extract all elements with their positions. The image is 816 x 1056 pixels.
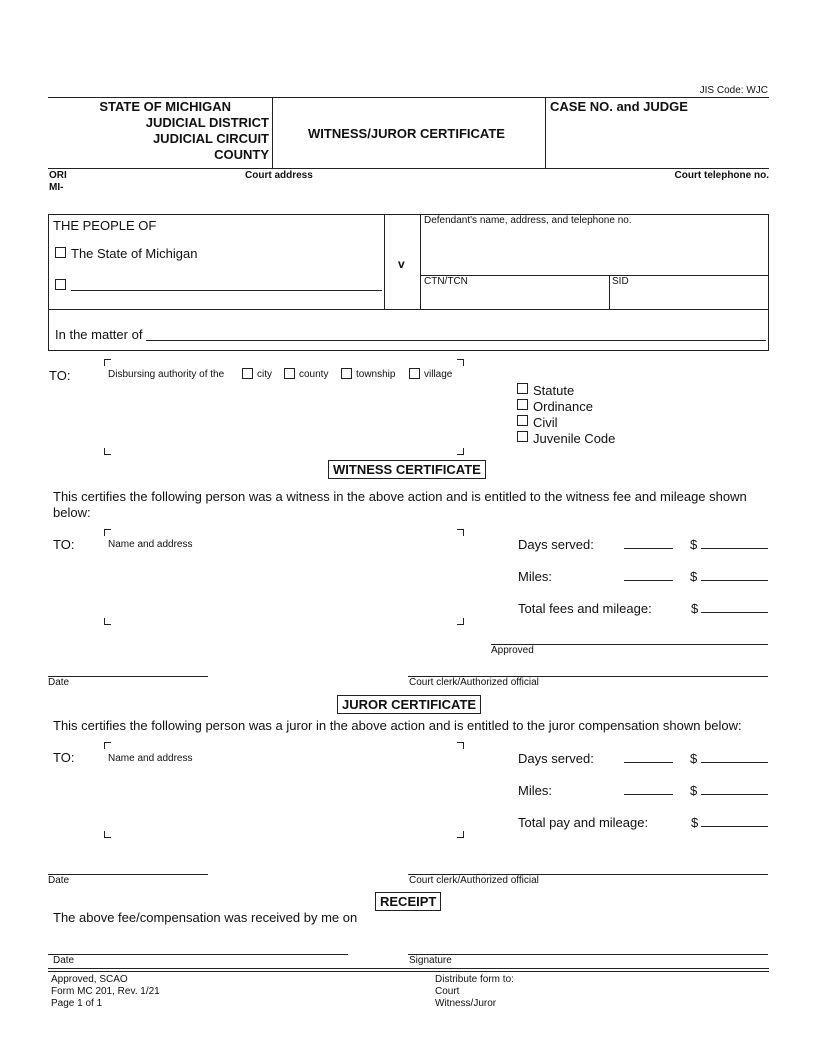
- sid-label: SID: [612, 276, 629, 287]
- juror-miles-amount-field[interactable]: [701, 794, 768, 795]
- witness-days-field[interactable]: [624, 548, 673, 549]
- juror-date-field[interactable]: [48, 874, 208, 875]
- witness-total-dollar: $: [691, 601, 699, 616]
- court-phone-label: Court telephone no.: [674, 170, 769, 181]
- circuit-label: JUDICIAL CIRCUIT: [152, 131, 269, 146]
- witness-corner-tl: [104, 529, 111, 536]
- juror-total-amount-field[interactable]: [701, 826, 768, 827]
- form-title: WITNESS/JUROR CERTIFICATE: [308, 126, 505, 141]
- juror-corner-tl: [104, 742, 111, 749]
- juror-corner-bl: [104, 831, 111, 838]
- witness-total-amount-field[interactable]: [701, 612, 768, 613]
- witness-miles-dollar: $: [690, 569, 698, 584]
- ctn-sid-divider: [609, 275, 610, 309]
- county-label: COUNTY: [214, 147, 269, 162]
- footer-approved: Approved, SCAO: [51, 974, 128, 985]
- witness-miles-field[interactable]: [624, 580, 673, 581]
- footer-page: Page 1 of 1: [51, 998, 103, 1009]
- other-plaintiff-field[interactable]: [71, 290, 382, 291]
- matter-of-label: In the matter of: [55, 327, 143, 342]
- statute-label: Statute: [533, 383, 575, 398]
- address-corner-bl: [104, 448, 111, 455]
- receipt-signature-label: Signature: [409, 955, 452, 966]
- address-corner-br: [457, 448, 464, 455]
- civil-label: Civil: [533, 415, 558, 430]
- juvenile-code-label: Juvenile Code: [533, 431, 616, 446]
- footer-court: Court: [435, 986, 460, 997]
- header-divider-right: [545, 97, 546, 168]
- city-checkbox[interactable]: [242, 368, 253, 379]
- juror-certificate-heading: JUROR CERTIFICATE: [337, 695, 481, 714]
- witness-corner-bl: [104, 618, 111, 625]
- address-corner-tr: [457, 359, 464, 366]
- parties-matter-rule: [48, 309, 769, 310]
- district-label: JUDICIAL DISTRICT: [145, 115, 269, 130]
- receipt-text: The above fee/compensation was received by me on: [53, 910, 358, 925]
- state-label: STATE OF MICHIGAN: [99, 99, 231, 114]
- county-checkbox-label: county: [299, 369, 329, 380]
- witness-miles-label: Miles:: [518, 569, 552, 584]
- juror-miles-label: Miles:: [518, 783, 552, 798]
- mi-label: MI-: [49, 182, 64, 193]
- footer-rule-1: [48, 968, 769, 969]
- witness-certificate-heading: WITNESS CERTIFICATE: [328, 460, 486, 479]
- township-label: township: [356, 369, 396, 380]
- ordinance-checkbox[interactable]: [517, 399, 528, 410]
- versus-label: v: [398, 257, 405, 271]
- witness-total-label: Total fees and mileage:: [518, 601, 652, 616]
- village-label: village: [424, 369, 453, 380]
- receipt-signature-field[interactable]: [408, 954, 768, 955]
- parties-divider-1: [384, 214, 385, 309]
- witness-days-amount-field[interactable]: [701, 548, 768, 549]
- juvenile-code-checkbox[interactable]: [517, 431, 528, 442]
- receipt-heading: RECEIPT: [375, 892, 441, 911]
- witness-clerk-label: Court clerk/Authorized official: [409, 677, 539, 688]
- matter-of-field[interactable]: [146, 340, 766, 341]
- footer-witness-juror: Witness/Juror: [435, 998, 497, 1009]
- other-plaintiff-checkbox[interactable]: [55, 279, 66, 290]
- witness-days-dollar: $: [690, 537, 698, 552]
- receipt-date-field[interactable]: [48, 954, 348, 955]
- header-top-rule: [48, 97, 769, 98]
- juror-days-dollar: $: [690, 751, 698, 766]
- address-corner-tl: [104, 359, 111, 366]
- ordinance-label: Ordinance: [533, 399, 593, 414]
- header-divider-left: [272, 97, 273, 168]
- header-bottom-rule: [48, 168, 769, 169]
- juror-date-label: Date: [48, 875, 70, 886]
- juror-miles-dollar: $: [690, 783, 698, 798]
- witness-to-label: TO:: [53, 537, 75, 552]
- juror-miles-field[interactable]: [624, 794, 673, 795]
- ori-label: ORI: [49, 170, 67, 181]
- township-checkbox[interactable]: [341, 368, 352, 379]
- witness-corner-br: [457, 618, 464, 625]
- state-of-michigan-checkbox[interactable]: [55, 247, 66, 258]
- juror-corner-tr: [457, 742, 464, 749]
- juror-total-dollar: $: [691, 815, 699, 830]
- receipt-date-label: Date: [53, 955, 75, 966]
- defendant-bottom-rule: [420, 275, 769, 276]
- to-label: TO:: [49, 368, 71, 383]
- civil-checkbox[interactable]: [517, 415, 528, 426]
- witness-approved-label: Approved: [491, 645, 534, 656]
- witness-name-address-label: Name and address: [108, 539, 193, 550]
- city-label: city: [257, 369, 272, 380]
- ctn-label: CTN/TCN: [424, 276, 468, 287]
- state-of-michigan-label: The State of Michigan: [71, 246, 198, 261]
- court-address-label: Court address: [245, 170, 313, 181]
- footer-rule-2: [48, 971, 769, 972]
- parties-box: [48, 214, 769, 351]
- witness-corner-tr: [457, 529, 464, 536]
- juror-days-served-label: Days served:: [518, 751, 594, 766]
- juror-corner-br: [457, 831, 464, 838]
- defendant-label: Defendant's name, address, and telephone no.: [424, 215, 632, 226]
- witness-days-served-label: Days served:: [518, 537, 594, 552]
- juror-clerk-label: Court clerk/Authorized official: [409, 875, 539, 886]
- village-checkbox[interactable]: [409, 368, 420, 379]
- witness-certify-text: This certifies the following person was a witness in the above action and is entitled to the witness fee and mileage shown below:: [53, 489, 747, 520]
- parties-divider-2: [420, 214, 421, 309]
- witness-date-label: Date: [48, 677, 70, 688]
- footer-distribute: Distribute form to:: [435, 974, 514, 985]
- case-no-label: CASE NO. and JUDGE: [550, 99, 688, 114]
- witness-miles-amount-field[interactable]: [701, 580, 768, 581]
- juror-to-label: TO:: [53, 750, 75, 765]
- juror-days-field[interactable]: [624, 762, 673, 763]
- juror-days-amount-field[interactable]: [701, 762, 768, 763]
- footer-form-number: Form MC 201, Rev. 1/21: [51, 986, 160, 997]
- witness-date-field[interactable]: [48, 676, 208, 677]
- juror-name-address-label: Name and address: [108, 753, 193, 764]
- juror-certify-text: This certifies the following person was a juror in the above action and is entitled to the juror compensation shown below:: [53, 718, 742, 733]
- statute-checkbox[interactable]: [517, 383, 528, 394]
- people-of-label: THE PEOPLE OF: [53, 218, 157, 233]
- juror-total-label: Total pay and mileage:: [518, 815, 649, 830]
- jis-code: JIS Code: WJC: [699, 85, 768, 96]
- disbursing-label: Disbursing authority of the: [108, 369, 225, 380]
- county-checkbox[interactable]: [284, 368, 295, 379]
